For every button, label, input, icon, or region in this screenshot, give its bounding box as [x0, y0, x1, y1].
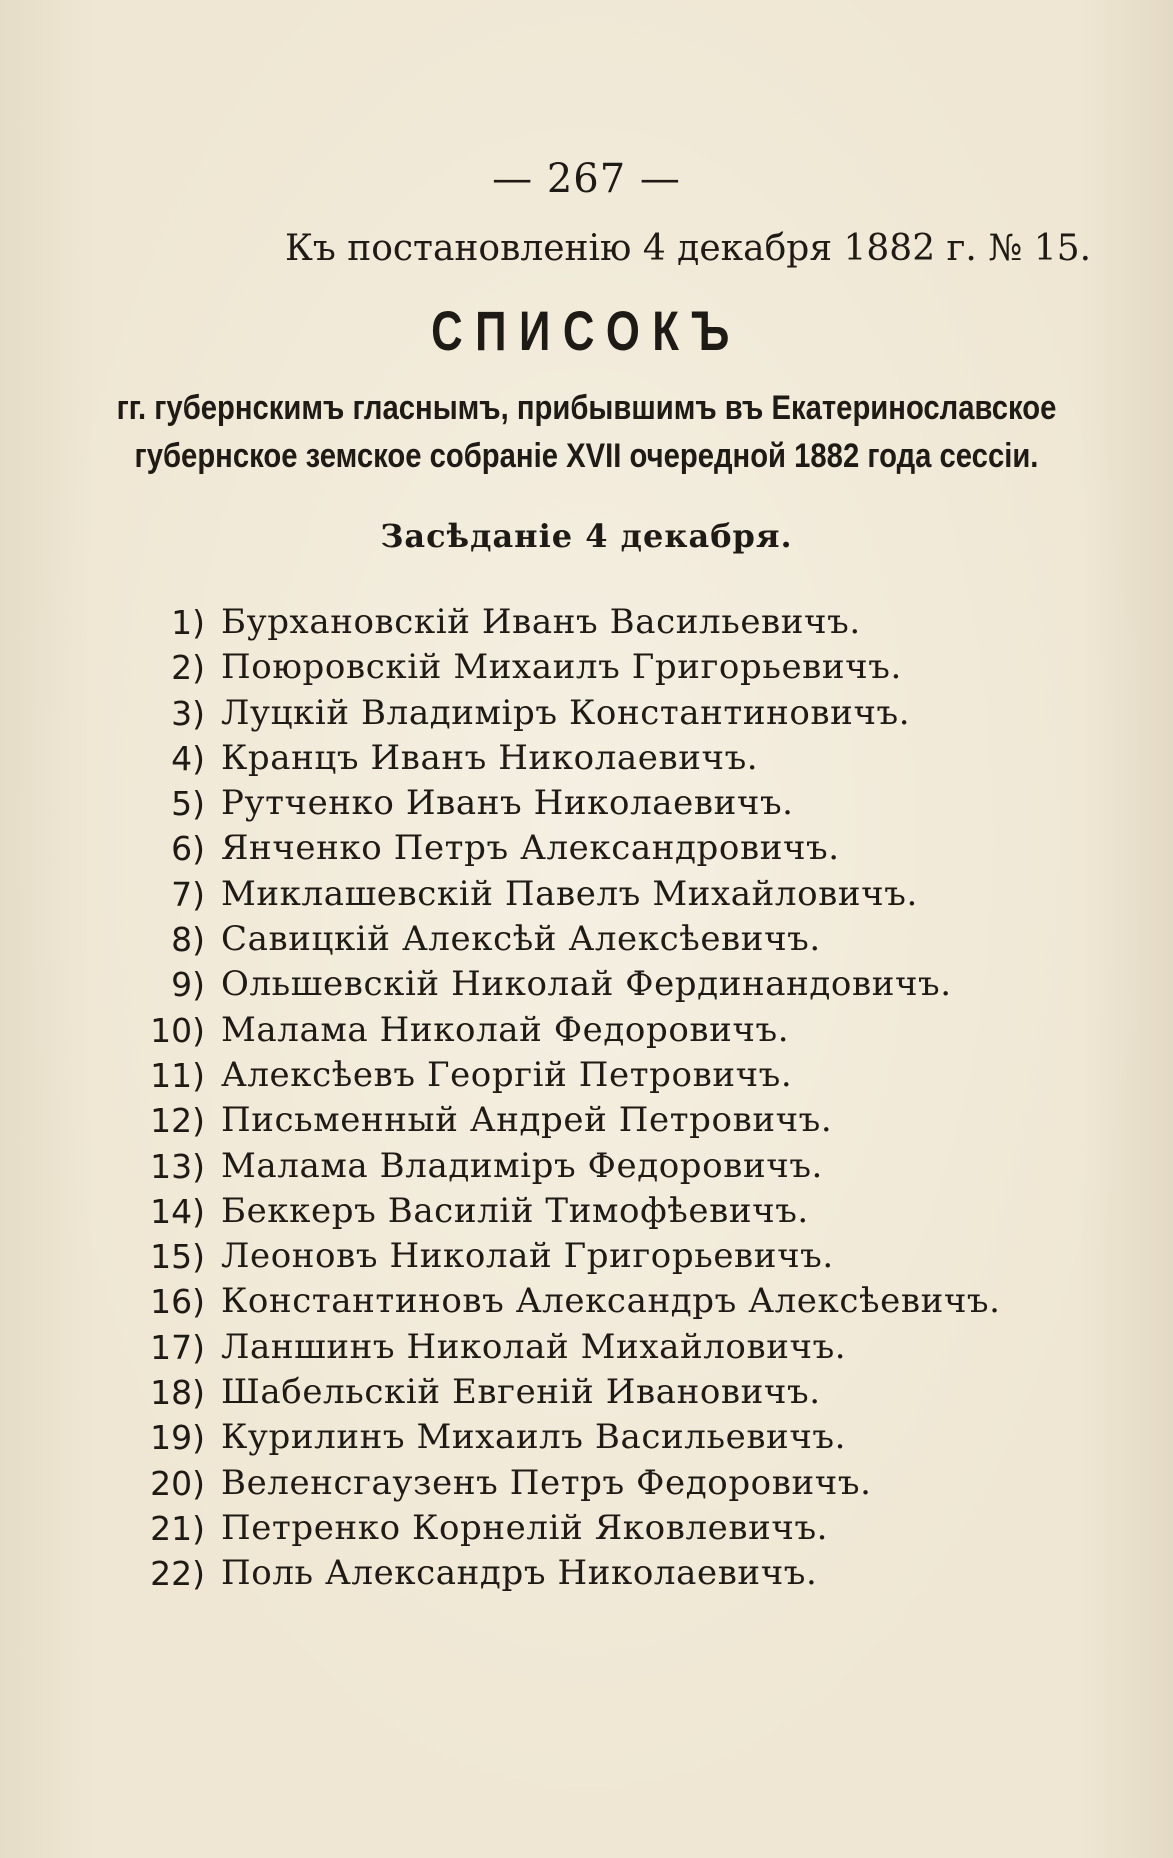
list-item — [0, 736, 1173, 781]
member-name: Миклашевскій Павелъ Михайловичъ. — [221, 873, 918, 914]
list-item — [0, 691, 1173, 736]
item-number: 19) — [150, 1418, 205, 1458]
member-name: Рутченко Иванъ Николаевичъ. — [221, 783, 794, 824]
item-number: 1) — [171, 603, 205, 642]
list-item — [0, 1008, 1173, 1053]
member-name: Петренко Корнелій Яковлевичъ. — [221, 1507, 829, 1548]
subtitle-line-1: гг. губернскимъ гласнымъ, прибывшимъ въ Екатеринославское — [116, 389, 1057, 427]
document-title: СПИСОКЪ — [431, 299, 742, 362]
member-name: Курилинъ Михаилъ Васильевичъ. — [221, 1417, 847, 1458]
list-item — [0, 1279, 1173, 1324]
member-name: Ольшевскій Николай Фердинандовичъ. — [221, 964, 952, 1005]
list-item — [0, 826, 1173, 871]
item-number: 15) — [150, 1237, 205, 1277]
list-item — [0, 1325, 1173, 1370]
list-item — [0, 917, 1173, 962]
list-item — [0, 872, 1173, 917]
member-name: Малама Владиміръ Федоровичъ. — [221, 1145, 823, 1186]
item-number: 22) — [150, 1554, 205, 1594]
list-item — [0, 781, 1173, 826]
resolution-reference: Къ постановленію 4 декабря 1882 г. № 15. — [285, 228, 1092, 269]
member-name: Савицкій Алексѣй Алексѣевичъ. — [221, 919, 821, 960]
member-name: Ланшинъ Николай Михайловичъ. — [221, 1326, 847, 1367]
item-number: 10) — [150, 1010, 205, 1050]
member-name: Леоновъ Николай Григорьевичъ. — [221, 1236, 834, 1277]
member-name: Бурхановскій Иванъ Васильевичъ. — [221, 602, 861, 642]
item-number: 12) — [150, 1101, 205, 1141]
list-item — [0, 1461, 1173, 1506]
list-item — [0, 1189, 1173, 1234]
list-item — [0, 1144, 1173, 1189]
item-number: 17) — [150, 1327, 205, 1367]
list-item — [0, 645, 1173, 690]
member-name: Янченко Петръ Александровичъ. — [221, 828, 840, 869]
member-name: Беккеръ Василій Тимофѣевичъ. — [221, 1190, 809, 1231]
member-name: Поюровскій Михаилъ Григорьевичъ. — [221, 647, 902, 688]
member-name: Шабельскій Евгеній Ивановичъ. — [221, 1372, 821, 1413]
member-name: Кранцъ Иванъ Николаевичъ. — [221, 737, 759, 778]
item-number: 3) — [171, 693, 205, 733]
list-item — [0, 962, 1173, 1007]
item-number: 21) — [150, 1508, 205, 1548]
list-item — [0, 1234, 1173, 1279]
subtitle-line-2: губернское земское собраніе XVII очередной 1882 года сессіи. — [134, 437, 1039, 475]
item-number: 16) — [150, 1282, 205, 1322]
member-name: Алексѣевъ Георгій Петровичъ. — [221, 1054, 793, 1095]
member-list — [0, 600, 1173, 1597]
item-number: 18) — [150, 1373, 205, 1413]
page-number: — 267 — — [492, 156, 681, 202]
session-heading: Засѣданіе 4 декабря. — [380, 517, 793, 555]
item-number: 7) — [171, 874, 205, 914]
member-name: Луцкій Владиміръ Константиновичъ. — [221, 692, 911, 733]
item-number: 14) — [150, 1191, 205, 1231]
item-number: 9) — [171, 965, 205, 1005]
item-number: 4) — [171, 738, 205, 778]
item-number: 6) — [171, 829, 205, 869]
list-item — [0, 1551, 1173, 1596]
member-name: Поль Александръ Николаевичъ. — [221, 1553, 818, 1594]
member-name: Письменный Андрей Петровичъ. — [221, 1100, 833, 1141]
list-item — [0, 1506, 1173, 1551]
item-number: 13) — [150, 1146, 205, 1186]
item-number: 5) — [171, 784, 205, 824]
list-item — [0, 1415, 1173, 1460]
member-name: Константиновъ Александръ Алексѣевичъ. — [221, 1281, 1001, 1322]
item-number: 11) — [150, 1055, 205, 1095]
list-item — [0, 1370, 1173, 1415]
member-name: Малама Николай Федоровичъ. — [221, 1009, 790, 1050]
list-item — [0, 1053, 1173, 1098]
list-item — [0, 600, 1173, 645]
item-number: 2) — [171, 648, 205, 688]
item-number: 20) — [150, 1463, 205, 1503]
list-item — [0, 1098, 1173, 1143]
item-number: 8) — [171, 920, 205, 960]
member-name: Веленсгаузенъ Петръ Федоровичъ. — [221, 1462, 872, 1503]
